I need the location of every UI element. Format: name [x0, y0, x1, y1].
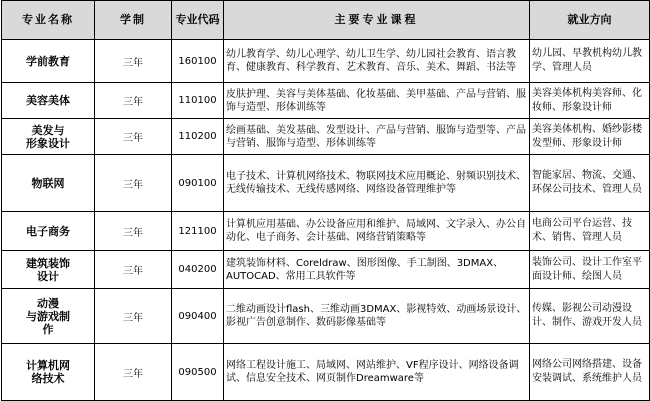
major-courses: 二维动画设计flash、三维动画3DMAX、影视特效、动画场景设计、影视广告创意制作、数码影像基础等: [224, 289, 530, 344]
table-row: [2, 289, 650, 344]
major-name: 计算机网 络技术: [2, 344, 95, 401]
major-years: 三年: [95, 40, 172, 83]
major-careers: 电商公司平台运营、技术、销售、管理人员: [530, 212, 650, 251]
major-name: 建筑装饰 设计: [2, 251, 95, 289]
major-name: 美发与 形象设计: [2, 119, 95, 155]
major-years: 三年: [95, 155, 172, 212]
table-row: [2, 251, 650, 289]
major-careers: 美容美体机构、婚纱影楼发型师、形象设计师: [530, 119, 650, 155]
table-row: [2, 155, 650, 212]
major-careers: 智能家居、物流、交通、环保公司技术、管理人员: [530, 155, 650, 212]
header-courses: 主要专业课程: [224, 1, 530, 40]
major-careers: 美容美体机构美容师、化妆师、形象设计师: [530, 83, 650, 119]
major-courses: 幼儿教育学、幼儿心理学、幼儿卫生学、幼儿园社会教育、语言教育、健康教育、科学教育、艺术教育、音乐、美术、舞蹈、书法等: [224, 40, 530, 83]
header-name: 专业名称: [2, 1, 95, 40]
major-careers: 网络公司网络搭建、设备安装调试、系统维护人员: [530, 344, 650, 401]
table-row: [2, 344, 650, 401]
major-code: 160100: [172, 40, 224, 83]
major-years: 三年: [95, 344, 172, 401]
header-years: 学制: [95, 1, 172, 40]
major-code: 090500: [172, 344, 224, 401]
major-years: 三年: [95, 119, 172, 155]
major-name: 物联网: [2, 155, 95, 212]
major-code: 110100: [172, 83, 224, 119]
header-row: [2, 1, 650, 40]
header-careers: 就业方向: [530, 1, 650, 40]
major-name: 学前教育: [2, 40, 95, 83]
major-courses: 建筑装饰材料、Coreldraw、图形图像、手工制图、3DMAX、AUTOCAD、常用工具软件等: [224, 251, 530, 289]
major-courses: 网络工程设计施工、局域网、网站维护、VF程序设计、网络设备调试、信息安全技术、网页制作Dreamware等: [224, 344, 530, 401]
table-row: [2, 212, 650, 251]
major-code: 090400: [172, 289, 224, 344]
major-code: 090100: [172, 155, 224, 212]
major-name: 动漫 与游戏制 作: [2, 289, 95, 344]
majors-table: [1, 0, 650, 401]
major-careers: 传媒、影视公司动漫设计、制作、游戏开发人员: [530, 289, 650, 344]
major-years: 三年: [95, 83, 172, 119]
major-code: 121100: [172, 212, 224, 251]
major-careers: 装饰公司、设计工作室平面设计师、绘图人员: [530, 251, 650, 289]
major-years: 三年: [95, 212, 172, 251]
major-code: 040200: [172, 251, 224, 289]
major-name: 电子商务: [2, 212, 95, 251]
header-code: 专业代码: [172, 1, 224, 40]
major-careers: 幼儿园、早教机构幼儿教学、管理人员: [530, 40, 650, 83]
major-courses: 计算机应用基础、办公设备应用和维护、局域网、文字录入、办公自动化、电子商务、会计基础、网络营销策略等: [224, 212, 530, 251]
major-years: 三年: [95, 289, 172, 344]
major-courses: 电子技术、计算机网络技术、物联网技术应用概论、射频识别技术、无线传输技术、无线传感网络、网络设备管理维护等: [224, 155, 530, 212]
major-courses: 绘画基础、美发基础、发型设计、产品与营销、服饰与造型等、产品与营销、服饰与造型、形体训练等: [224, 119, 530, 155]
major-name: 美容美体: [2, 83, 95, 119]
table-row: [2, 40, 650, 83]
major-code: 110200: [172, 119, 224, 155]
table-row: [2, 119, 650, 155]
table-row: [2, 83, 650, 119]
major-courses: 皮肤护理、美容与美体基础、化妆基础、美甲基础、产品与营销、服饰与造型、形体训练等: [224, 83, 530, 119]
major-years: 三年: [95, 251, 172, 289]
